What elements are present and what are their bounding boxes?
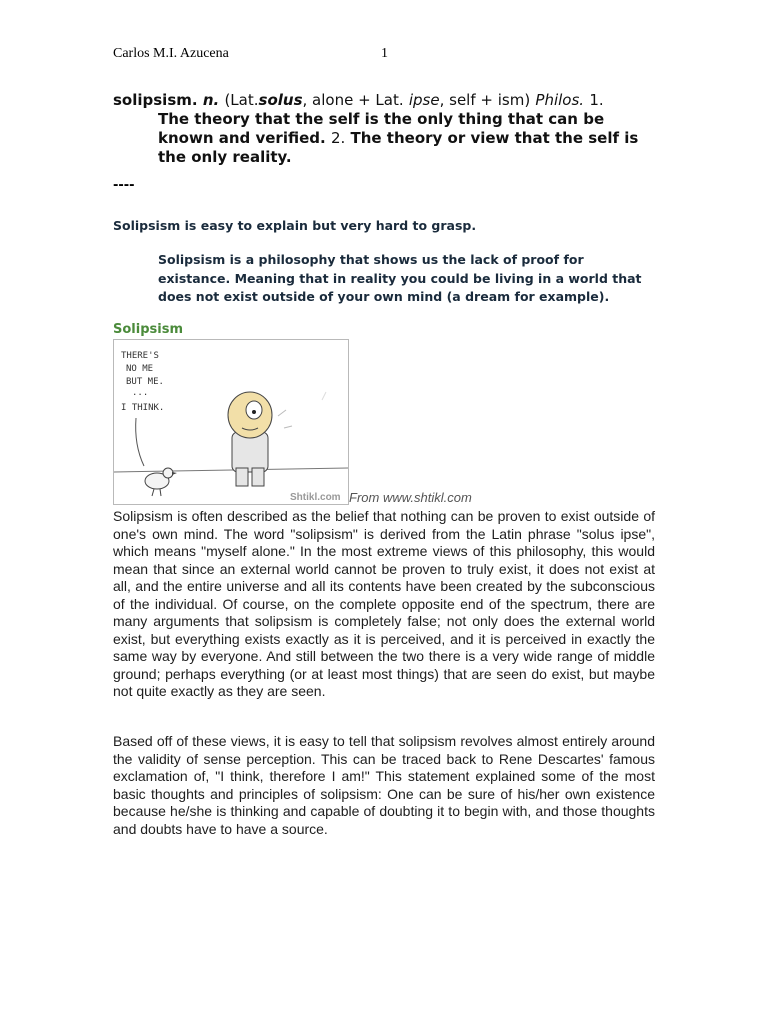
author-name: Carlos M.I. Azucena — [113, 46, 229, 61]
section-title: Solipsism — [113, 322, 183, 337]
separator: ---- — [113, 178, 135, 193]
quote-block: Solipsism is a philosophy that shows us the lack of proof for existance. Meaning that in reality you could be living in a world that does not exist outside of your own mind (a dream for example). — [158, 252, 642, 304]
speech-text — [121, 351, 164, 413]
image-caption: From www.shtikl.com — [349, 490, 472, 505]
definition-sense1: The theory that the self is the only thing that can be known and verified. — [158, 110, 605, 147]
bird-icon — [145, 468, 177, 496]
definition-senses — [113, 110, 658, 167]
comic-watermark: Shtikl.com — [290, 492, 341, 503]
body-paragraph-1: Solipsism is often described as the belief that nothing can be proven to exist outside of one's own mind. The word "solipsism" is derived from the Latin phrase "solus ipse", which means "myself alone." In the most extreme views of this philosophy, this would mean that since an external world cannot be proven to truly exist, it does not exist at all, and the entire universe and all its contents have been created by the subconscious of the individual. Of course, on the complete opposite end of the spectrum, there are many arguments that solipsism is completely false; not only does the external world exist, but everything exists exactly as it is perceived, and it is perceived in exactly the same way by everyone. And still between the two there is a very wide range of middle ground; perhaps everything (or at least most things) that are seen do exist, but maybe not quite exactly as they are seen. — [113, 508, 655, 699]
comic-image — [113, 339, 349, 505]
definition-etym-alone: , alone + Lat. — [302, 91, 404, 109]
page-number: 1 — [381, 46, 388, 61]
body-paragraph-2: Based off of these views, it is easy to tell that solipsism revolves almost entirely around the validity of sense perception. This can be traced back to Rene Descartes' famous exclamation of, "I think, therefore I am!" This statement explained some of the most basic thoughts and principles of solipsism: One can be sure of his/her own existence because he/she is thinking and capable of doubting it to begin with, and those thoughts and doubts have to have a source. — [113, 733, 655, 837]
definition-num2: 2. — [330, 129, 346, 147]
speech-line-2: NO ME — [126, 364, 154, 374]
definition-solus: solus — [258, 91, 303, 109]
definition-num1: 1. — [589, 91, 604, 109]
speech-line-1: THERE'S — [121, 351, 159, 361]
comic-illustration — [114, 340, 348, 504]
intro-text: Solipsism is easy to explain but very hard to grasp. — [113, 218, 477, 233]
definition-term: solipsism. — [113, 91, 198, 109]
definition-pos: n. — [202, 91, 220, 109]
speech-tail — [136, 418, 144, 466]
ground-line — [114, 468, 348, 472]
definition-ipse: ipse — [408, 91, 440, 109]
speech-line-3: BUT ME. — [126, 377, 164, 387]
definition-field: Philos. — [535, 91, 585, 109]
speech-line-4: ... — [132, 388, 149, 398]
person-figure — [228, 392, 326, 486]
speech-line-5: I THINK. — [121, 403, 165, 413]
definition-sense2: The theory or view that the self is the only reality. — [158, 129, 639, 166]
definition-etym-self: , self + ism) — [439, 91, 531, 109]
dictionary-definition — [113, 91, 658, 167]
definition-etym-open: (Lat. — [224, 91, 259, 109]
